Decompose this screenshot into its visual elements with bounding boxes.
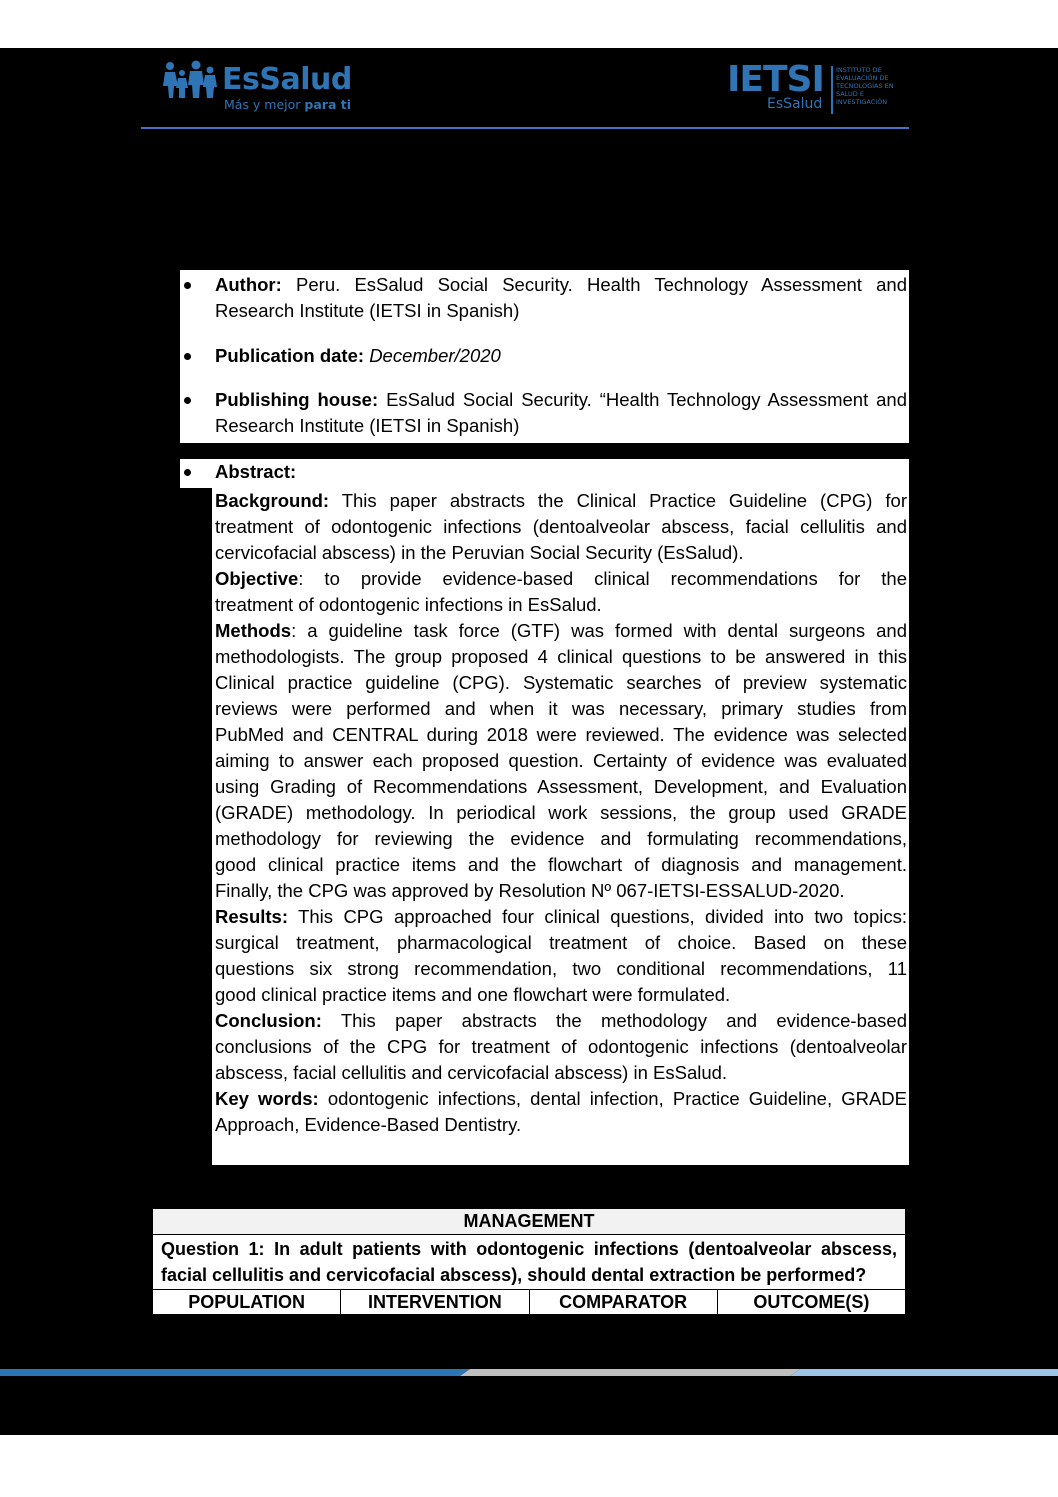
- table-question-row: [153, 1235, 906, 1290]
- methods-text: : a guideline task force (GTF) was formed with dental surgeons and: [291, 620, 907, 641]
- footer-bar-gray: [460, 1369, 800, 1376]
- publishing-house-text: [215, 387, 907, 439]
- essalud-logo: [162, 57, 352, 113]
- bullet: [184, 397, 191, 404]
- publishing-house-value: EsSalud Social Security. “Health Technology Assessment and: [386, 389, 907, 410]
- abstract-line: PubMed and CENTRAL during 2018 were reviewed. The evidence was selected: [215, 724, 907, 745]
- methods-label: Methods: [215, 620, 292, 641]
- author-value: Peru. EsSalud Social Security. Health Technology Assessment and: [296, 274, 908, 295]
- header-outcomes: OUTCOME(S): [717, 1290, 905, 1315]
- abstract-line: Approach, Evidence-Based Dentistry.: [215, 1114, 522, 1135]
- inst-line: EVALUACIÓN DE: [836, 74, 889, 82]
- inst-line: TECNOLOGÍAS EN: [836, 82, 894, 90]
- abstract-line: [215, 904, 907, 930]
- abstract-line: [215, 1086, 907, 1112]
- abstract-line: methodologists. The group proposed 4 clinical questions to be answered in this: [215, 646, 907, 667]
- author-label: Author:: [215, 274, 282, 295]
- inst-line: SALUD E: [836, 90, 864, 98]
- objective-label: Objective: [215, 568, 299, 589]
- ietsi-logo: [727, 59, 912, 118]
- abstract-line: questions six strong recommendation, two conditional recommendations, 11: [215, 958, 907, 979]
- publication-date-text: [215, 343, 907, 369]
- keywords-text: odontogenic infections, dental infection, Practice Guideline, GRADE: [327, 1088, 908, 1109]
- tagline-bold: para ti: [304, 97, 352, 112]
- bullet: [184, 282, 191, 289]
- abstract-line: treatment of odontogenic infections in EsSalud.: [215, 594, 602, 615]
- question-line: facial cellulitis and cervicofacial abscess), should dental extraction be performed?: [161, 1265, 867, 1285]
- abstract-line: [215, 1008, 907, 1034]
- table-header-row: [153, 1290, 906, 1315]
- ietsi-institute-name: [836, 66, 916, 106]
- ietsi-sub: EsSalud: [767, 96, 823, 112]
- keywords-label: Key words:: [215, 1088, 319, 1109]
- abstract-line: abscess, facial cellulitis and cervicofacial abscess) in EsSalud.: [215, 1062, 728, 1083]
- objective-text: : to provide evidence-based clinical recommendations for the: [298, 568, 907, 589]
- question-line: Question 1: In adult patients with odontogenic infections (dentoalveolar abscess,: [161, 1239, 897, 1259]
- bullet: [184, 469, 191, 476]
- publishing-house-label: Publishing house:: [215, 389, 379, 410]
- table-title: MANAGEMENT: [153, 1209, 906, 1235]
- conclusion-text: This paper abstracts the methodology and evidence-based: [340, 1010, 907, 1031]
- abstract-line: methodology for reviewing the evidence and formulating recommendations,: [215, 828, 907, 849]
- abstract-heading: [215, 459, 907, 485]
- abstract-line: Clinical practice guideline (CPG). Systematic searches of preview systematic: [215, 672, 907, 693]
- publication-date-label: Publication date:: [215, 345, 365, 366]
- footer-bar-lightblue: [790, 1369, 1058, 1376]
- abstract-line: treatment of odontogenic infections (dentoalveolar abscess, facial cellulitis and: [215, 516, 907, 537]
- table-title-row: [153, 1209, 906, 1235]
- abstract-line: cervicofacial abscess) in the Peruvian Social Security (EsSalud).: [215, 542, 744, 563]
- results-label: Results:: [215, 906, 288, 927]
- abstract-line: good clinical practice items and the flowchart of diagnosis and management.: [215, 854, 907, 875]
- house-line: [215, 387, 907, 413]
- abstract-line: surgical treatment, pharmacological treatment of choice. Based on these: [215, 932, 907, 953]
- inst-line: INVESTIGACIÓN: [836, 98, 888, 106]
- abstract-line: [215, 618, 907, 644]
- header-intervention: INTERVENTION: [341, 1290, 529, 1315]
- family-figures-icon: [162, 59, 220, 99]
- author-text: [215, 272, 907, 324]
- ietsi-acronym: IETSI: [727, 59, 824, 100]
- abstract-line: (GRADE) methodology. In periodical work sessions, the group used GRADE: [215, 802, 907, 823]
- header-population: POPULATION: [153, 1290, 341, 1315]
- abstract-line: good clinical practice items and one flowchart were formulated.: [215, 984, 731, 1005]
- house-line: Research Institute (IETSI in Spanish): [215, 415, 520, 436]
- ietsi-divider: [831, 66, 833, 114]
- results-text: This CPG approached four clinical questions, divided into two topics:: [298, 906, 907, 927]
- publication-date-value: December/2020: [369, 345, 501, 366]
- tagline-plain: Más y mejor: [224, 97, 305, 112]
- abstract-line: [215, 566, 907, 592]
- management-table: [152, 1208, 906, 1315]
- abstract-line: conclusions of the CPG for treatment of odontogenic infections (dentoalveolar: [215, 1036, 907, 1057]
- abstract-line: using Grading of Recommendations Assessment, Development, and Evaluation: [215, 776, 907, 797]
- background-label: Background:: [215, 490, 330, 511]
- abstract-line: Finally, the CPG was approved by Resolution Nº 067-IETSI-ESSALUD-2020.: [215, 880, 845, 901]
- essalud-tagline: [224, 97, 351, 112]
- abstract-line: [215, 488, 907, 514]
- footer-color-bar: [0, 1369, 1058, 1376]
- abstract-line: reviews were performed and when it was necessary, primary studies from: [215, 698, 907, 719]
- inst-line: INSTITUTO DE: [836, 66, 882, 74]
- abstract-body: [215, 488, 907, 1138]
- footer-bar-blue: [0, 1369, 470, 1376]
- bullet: [184, 353, 191, 360]
- author-line: Research Institute (IETSI in Spanish): [215, 300, 520, 321]
- header-rule: [141, 127, 909, 129]
- author-line: [215, 272, 907, 298]
- header-comparator: COMPARATOR: [529, 1290, 717, 1315]
- abstract-heading-text: Abstract:: [215, 461, 297, 482]
- essalud-brand-text: EsSalud: [222, 62, 352, 97]
- question-cell: [153, 1235, 906, 1290]
- abstract-line: aiming to answer each proposed question. Certainty of evidence was evaluated: [215, 750, 907, 771]
- background-text: This paper abstracts the Clinical Practice Guideline (CPG) for: [341, 490, 907, 511]
- conclusion-label: Conclusion:: [215, 1010, 322, 1031]
